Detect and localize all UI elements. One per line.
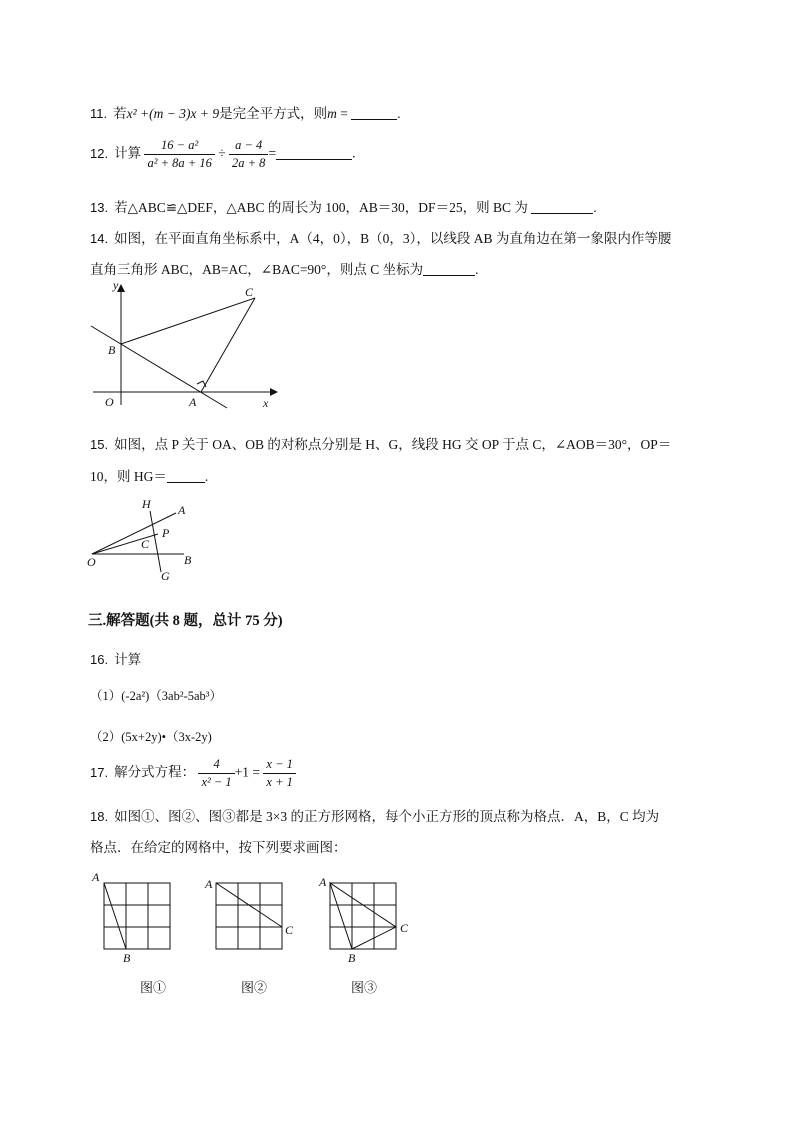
- q12-fraction-1: [144, 138, 214, 171]
- q15-angle-figure: [84, 494, 214, 586]
- question-18-line-2: 格点．在给定的网格中，按下列要求画图：: [90, 840, 347, 855]
- question-17: [90, 757, 296, 790]
- question-number: 16.: [90, 652, 109, 667]
- grid-figure-1: [90, 870, 180, 970]
- caption-figure-1: 图①: [140, 980, 167, 995]
- question-15: [90, 433, 671, 453]
- question-13: [90, 196, 597, 216]
- label-o: O: [87, 555, 96, 569]
- triangle-abc: [330, 883, 396, 949]
- question-12: [90, 138, 355, 171]
- q11-period: .: [397, 106, 401, 121]
- label-a: A: [178, 503, 186, 517]
- segment-hg: [150, 511, 161, 572]
- question-number: 15.: [90, 437, 109, 452]
- question-14: [90, 227, 671, 247]
- answer-blank[interactable]: [423, 261, 475, 276]
- x-axis-arrow: [270, 388, 278, 396]
- label-c: C: [285, 923, 294, 937]
- label-c: C: [141, 537, 150, 551]
- fraction-denominator: a² + 8a + 16: [144, 154, 214, 171]
- question-number: 13.: [90, 200, 109, 215]
- label-b: B: [108, 343, 116, 357]
- q13-text: 若△ABC≌△DEF，△ABC 的周长为 100，AB＝30，DF＝25，则 BC 为: [114, 200, 528, 215]
- q15-period: .: [204, 469, 209, 484]
- answer-blank[interactable]: [351, 105, 397, 120]
- question-number: 12.: [90, 145, 109, 161]
- q16-text: 计算: [114, 652, 142, 667]
- question-number: 14.: [90, 231, 109, 246]
- label-a: A: [205, 877, 213, 891]
- q12-period: .: [352, 145, 356, 161]
- label-o: O: [105, 395, 114, 409]
- grid-figure-3: [316, 870, 416, 970]
- caption-figure-3: 图③: [351, 980, 378, 995]
- q14-period: .: [475, 262, 479, 277]
- q15-line-2-text: 10，则 HG＝: [90, 469, 167, 484]
- fraction-numerator: 4: [213, 757, 220, 771]
- label-y: y: [113, 280, 119, 292]
- answer-blank[interactable]: [276, 145, 352, 160]
- q17-fraction-1: [198, 757, 234, 790]
- q17-fraction-2: [263, 757, 295, 790]
- grid-figure-2: [202, 870, 302, 970]
- segment-bc: [121, 298, 255, 344]
- label-b: B: [348, 951, 356, 965]
- question-11: [90, 102, 401, 122]
- fraction-numerator: 16 − a²: [161, 138, 199, 152]
- answer-blank[interactable]: [167, 468, 205, 483]
- q17-text: 解分式方程：: [114, 764, 196, 780]
- q16-part-1: （1）(-2a²)（3ab²-5ab³）: [90, 689, 223, 703]
- section-3-title: 三.解答题(共 8 题，总计 75 分): [88, 613, 283, 629]
- grid-lines: [104, 883, 170, 949]
- fraction-denominator: x + 1: [263, 773, 295, 790]
- q15-line-1: 如图，点 P 关于 OA、OB 的对称点分别是 H、G，线段 HG 交 OP 于点 C，∠AOB＝30°，OP＝: [114, 437, 672, 452]
- q17-plus-one: +1 =: [234, 764, 261, 780]
- question-number: 18.: [90, 809, 109, 824]
- label-c: C: [245, 285, 254, 299]
- question-number: 11.: [90, 106, 108, 121]
- q16-part-2: （2）(5x+2y)•（3x-2y): [90, 730, 212, 744]
- fraction-numerator: x − 1: [266, 757, 293, 771]
- question-14-line-2: [90, 258, 478, 278]
- q11-equals: =: [336, 106, 348, 121]
- segment-ab: [104, 883, 126, 949]
- grid-lines: [330, 883, 396, 949]
- label-p: P: [162, 526, 170, 540]
- q14-line-2-text: 直角三角形 ABC，AB=AC，∠BAC=90°，则点 C 坐标为: [90, 262, 424, 277]
- q12-prefix: 计算: [114, 145, 142, 161]
- equals-sign: =: [268, 145, 277, 161]
- q11-middle-text: 是完全平方式，则: [219, 106, 328, 121]
- label-g: G: [161, 569, 170, 583]
- q13-period: .: [593, 200, 597, 215]
- divide-sign: ÷: [218, 145, 226, 161]
- caption-figure-2: 图②: [241, 980, 268, 995]
- label-a: A: [92, 870, 100, 884]
- q14-coordinate-figure: [85, 280, 285, 410]
- question-18: [90, 805, 659, 825]
- q11-prefix: 若: [113, 106, 127, 121]
- q12-fraction-2: [229, 138, 268, 171]
- question-16: [90, 648, 141, 668]
- fraction-denominator: 2a + 8: [229, 154, 268, 171]
- q11-variable: m: [327, 106, 337, 121]
- label-h: H: [142, 497, 151, 511]
- grid-lines: [216, 883, 282, 949]
- label-a: A: [319, 875, 327, 889]
- fraction-numerator: a − 4: [235, 138, 263, 152]
- answer-blank[interactable]: [531, 199, 593, 214]
- segment-ca: [201, 298, 255, 392]
- q14-line-1: 如图，在平面直角坐标系中，A（4，0），B（0，3），以线段 AB 为直角边在第一象限内作等腰: [114, 231, 672, 246]
- label-c: C: [400, 921, 409, 935]
- question-15-line-2: [90, 465, 208, 485]
- label-x: x: [263, 396, 269, 410]
- label-b: B: [123, 951, 131, 965]
- q11-expression: x² +(m − 3)x + 9: [126, 106, 220, 121]
- label-a: A: [189, 395, 197, 409]
- label-b: B: [184, 553, 192, 567]
- q18-line-1: 如图①、图②、图③都是 3×3 的正方形网格，每个小正方形的顶点称为格点．A，B，C 均为: [114, 809, 660, 824]
- fraction-denominator: x² − 1: [198, 773, 234, 790]
- question-number: 17.: [90, 764, 109, 780]
